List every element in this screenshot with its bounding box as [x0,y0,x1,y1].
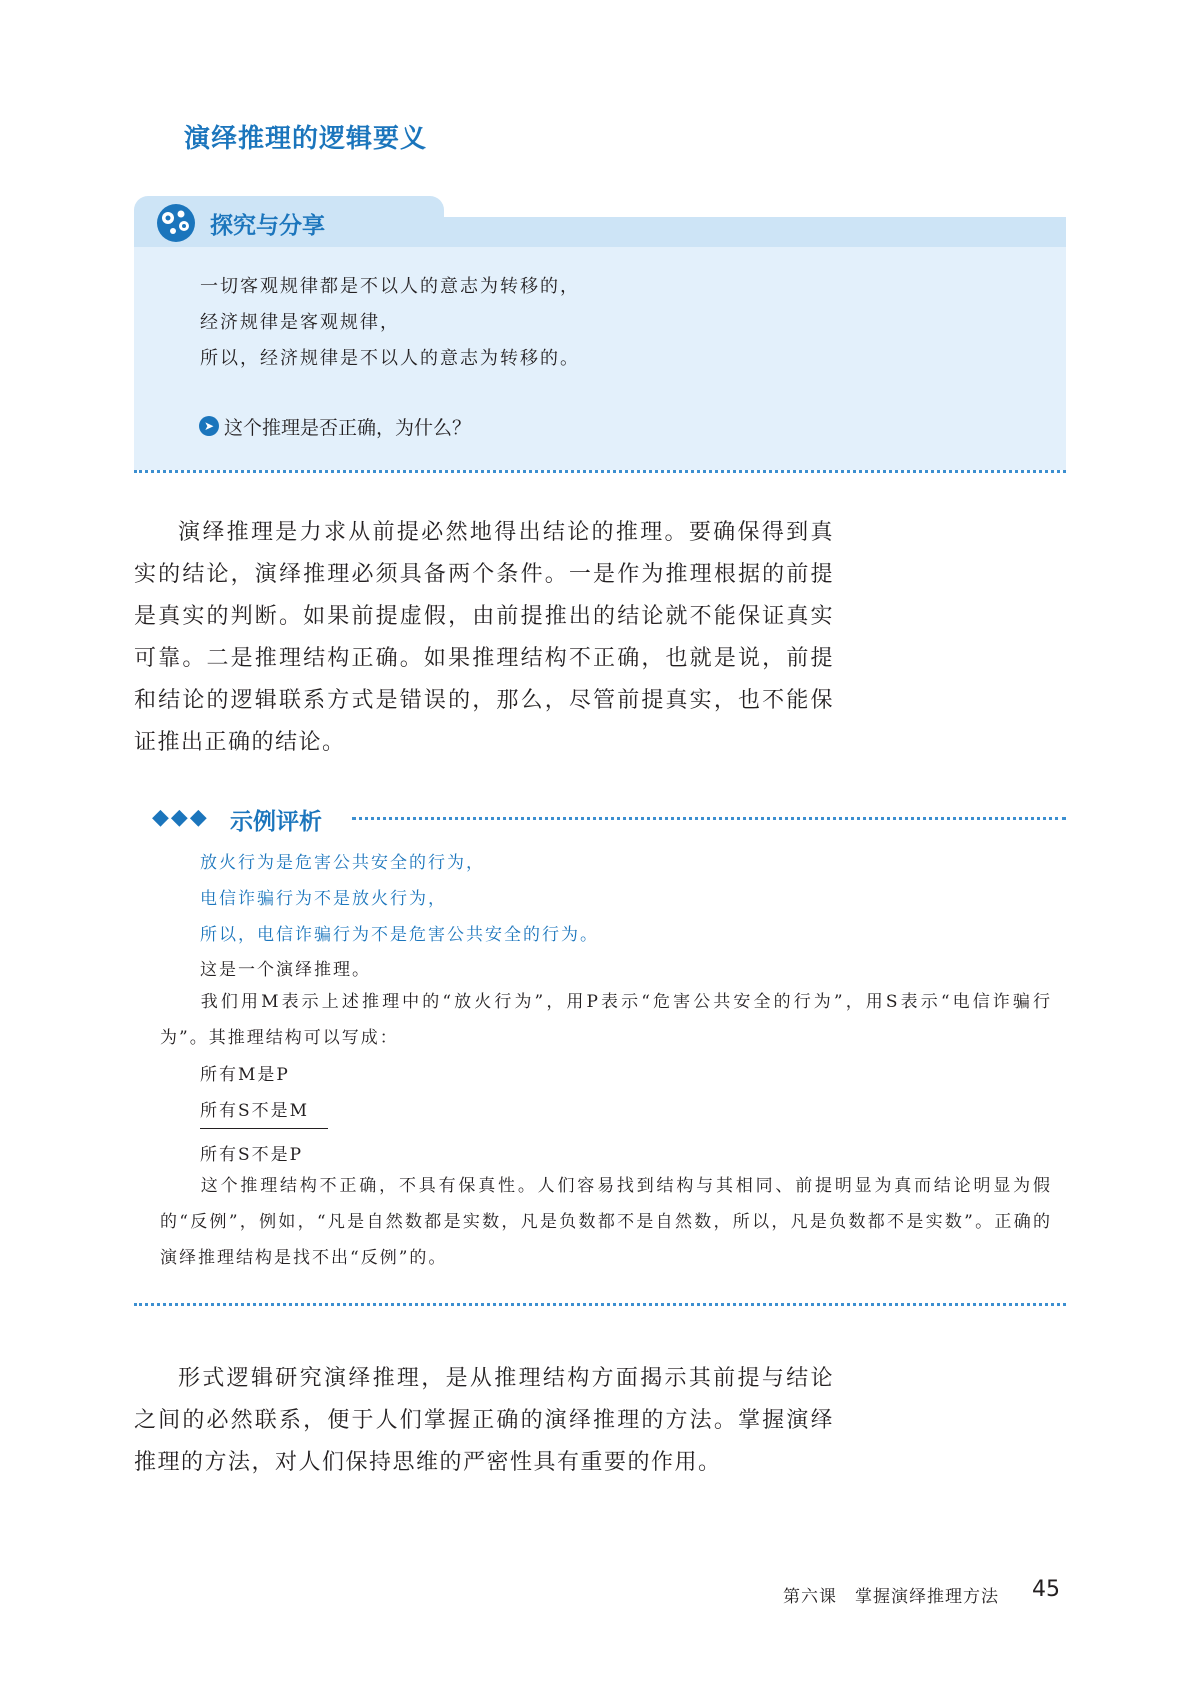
diamond-icon: ◆◆◆ [152,805,209,830]
example-premise: 所以，电信诈骗行为不是危害公共安全的行为。 [200,925,599,945]
explore-question: 这个推理是否正确，为什么？ [224,417,472,439]
explore-line: 所以，经济规律是不以人的意志为转移的。 [200,348,580,369]
structure-line: 所有S不是P [200,1145,304,1165]
explore-line: 经济规律是客观规律， [200,312,400,333]
arrow-circle-icon: ➤ [199,416,219,436]
section-title: 演绎推理的逻辑要义 [184,124,428,154]
example-premise: 电信诈骗行为不是放火行为， [200,889,447,909]
structure-line: 所有M是P [200,1065,290,1085]
body-paragraph: 演绎推理是力求从前提必然地得出结论的推理。要确保得到真实的结论，演绎推理必须具备两个条件。一是作为推理根据的前提是真实的判断。如果前提虚假，由前提推出的结论就不能保证真实可靠。二是推理结构正确。如果推理结构不正确，也就是说，前提和结论的逻辑联系方式是错误的，那么，尽管前提真实，也不能保证推出正确的结论。 [134,520,834,755]
example-premise: 放火行为是危害公共安全的行为， [200,853,485,873]
footer-chapter: 第六课 掌握演绎推理方法 [783,1587,999,1607]
example-explanation: 我们用M表示上述推理中的“放火行为”，用P表示“危害公共安全的行为”，用S表示“电信诈骗行为”。其推理结构可以写成： [160,992,1052,1048]
divider [134,470,1066,473]
divider [134,1303,1066,1306]
example-statement: 这是一个演绎推理。 [200,960,371,980]
explore-title: 探究与分享 [210,213,325,239]
example-title: 示例评析 [230,809,322,835]
structure-line: 所有S不是M [200,1101,310,1121]
explore-line: 一切客观规律都是不以人的意志为转移的， [200,276,580,297]
divider [352,817,1066,820]
example-conclusion: 这个推理结构不正确，不具有保真性。人们容易找到结构与其相同、前提明显为真而结论明显为假的“反例”，例如，“凡是自然数都是实数，凡是负数都不是自然数，所以，凡是负数都不是实数”。正确的演绎推理结构是找不出“反例”的。 [160,1176,1052,1268]
explore-header-stripe [444,217,1066,248]
syllogism-rule [200,1128,328,1129]
page-number: 45 [1032,1577,1060,1602]
body-paragraph: 形式逻辑研究演绎推理，是从推理结构方面揭示其前提与结论之间的必然联系，便于人们掌握正确的演绎推理的方法。掌握演绎推理的方法，对人们保持思维的严密性具有重要的作用。 [134,1366,834,1475]
globe-dots-icon [155,202,197,244]
